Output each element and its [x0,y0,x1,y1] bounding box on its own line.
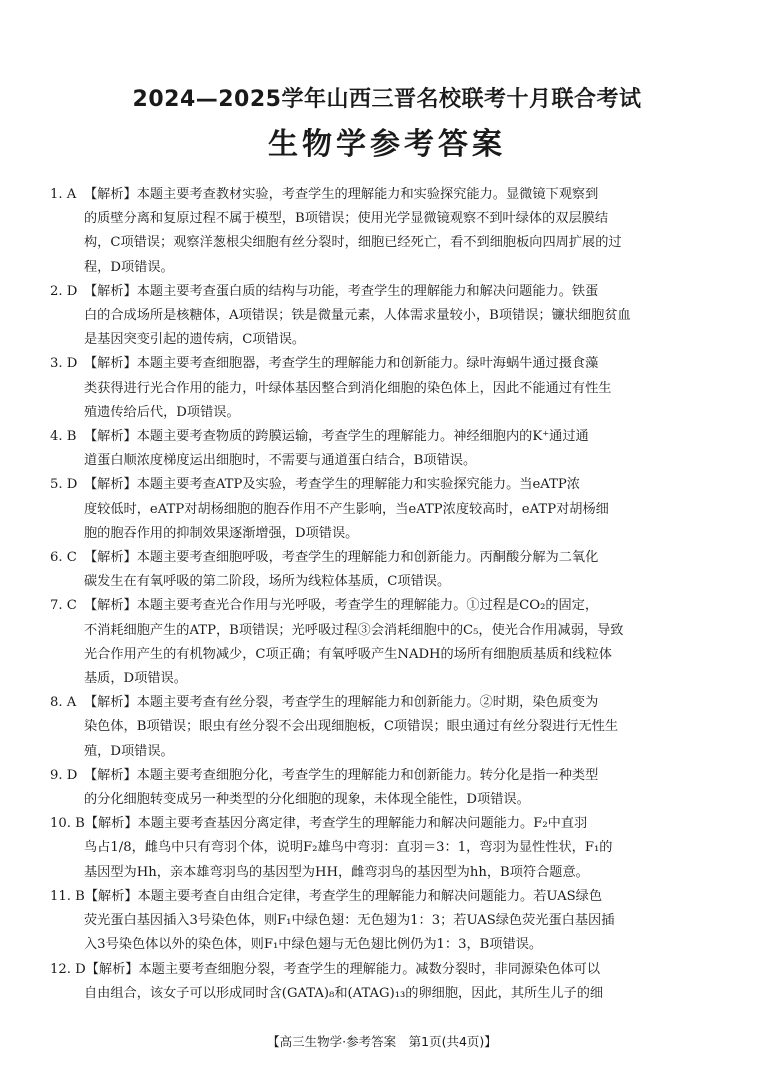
answer-text: 【解析】本题主要考查细胞呼吸，考查学生的理解能力和创新能力。丙酮酸分解为二氧化 [84,550,599,566]
answer-line [50,691,724,715]
answer-text: 【解析】本题主要考查有丝分裂，考查学生的理解能力和创新能力。②时期，染色质变为 [84,695,599,711]
answer-item [50,885,724,958]
answer-line [50,740,724,764]
answer-line [50,256,724,280]
document-title: 生物学参考答案 [268,127,506,162]
answer-text: 基因型为Hh，亲本雄弯羽鸟的基因型为HH，雌弯羽鸟的基因型为hh，B项符合题意。 [84,864,589,880]
answer-text: 【解析】本题主要考查光合作用与光呼吸，考查学生的理解能力。①过程是CO₂的固定， [84,598,599,614]
answer-text: 【解析】本题主要考查细胞分裂，考查学生的理解能力。减数分裂时，非同源染色体可以 [85,961,601,977]
answer-text: 碳发生在有氧呼吸的第二阶段，场所为线粒体基质，C项错误。 [84,574,451,590]
answer-item [50,546,724,594]
answer-line [50,280,724,304]
answer-number: 5. D [50,477,78,493]
answer-line [50,861,724,885]
answer-item [50,425,724,473]
answer-text: 自由组合，该女子可以形成同时含(GATA)₈和(ATAG)₁₃的卵细胞，因此，其所生儿子的细 [84,985,604,1001]
answer-line [50,788,724,812]
answer-text: 【解析】本题主要考查自由组合定律，考查学生的理解能力和解决问题能力。若UAS绿色 [84,888,603,904]
answer-text: 【解析】本题主要考查教材实验，考查学生的理解能力和实验探究能力。显微镜下观察到 [84,187,599,202]
answer-text: 殖遗传给后代，D项错误。 [84,404,240,420]
answer-number: 6. C [50,550,77,566]
answer-line [50,231,724,255]
answer-text: 的质壁分离和复原过程不属于模型，B项错误；使用光学显微镜观察不到叶绿体的双层膜结 [84,211,608,227]
answer-line [50,619,724,643]
answer-text: 荧光蛋白基因插入3号染色体，则F₁中绿色翅：无色翅为1：3；若UAS绿色荧光蛋白基因插 [84,913,615,929]
answer-line [50,667,724,691]
answer-item [50,352,724,425]
answer-item [50,691,724,764]
answer-text: 【解析】本题主要考查细胞分化，考查学生的理解能力和创新能力。转分化是指一种类型 [84,767,599,783]
answer-text: 构，C项错误；观察洋葱根尖细胞有丝分裂时，细胞已经死亡，看不到细胞板向四周扩展的过 [84,235,622,251]
answer-line [50,401,724,425]
answer-text: 胞的胞吞作用的抑制效果逐渐增强，D项错误。 [84,525,359,541]
answer-line [50,909,724,933]
answer-line [50,812,724,836]
answer-item [50,594,724,691]
answer-item [50,812,724,885]
answer-number: 9. D [50,767,78,783]
answer-item [50,183,724,280]
answer-line [50,449,724,473]
answer-line [50,643,724,667]
answer-number: 4. B [50,429,77,445]
answer-line [50,328,724,352]
answer-line [50,183,724,207]
answer-line [50,933,724,957]
answer-line [50,546,724,570]
answer-text: 度较低时，eATP对胡杨细胞的胞吞作用不产生影响，当eATP浓度较高时，eATP对胡杨细 [84,501,609,517]
answer-text: 道蛋白顺浓度梯度运出细胞时，不需要与通道蛋白结合，B项错误。 [84,453,477,469]
answer-text: 是基因突变引起的遗传病，C项错误。 [84,332,306,348]
answer-line [50,304,724,328]
answer-line [50,715,724,739]
answer-text: 不消耗细胞产生的ATP，B项错误；光呼吸过程③会消耗细胞中的C₅，使光合作用减弱，导致 [84,622,624,638]
page-footer: 【高三生物学·参考答案 第1页(共4页)】 [267,1034,497,1049]
answer-item [50,280,724,353]
answer-line [50,570,724,594]
answer-line [50,498,724,522]
answer-number: 12. D [50,961,86,977]
answer-item [50,473,724,546]
answer-text: 【解析】本题主要考查蛋白质的结构与功能，考查学生的理解能力和解决问题能力。铁蛋 [84,283,599,299]
answer-text: 【解析】本题主要考查细胞器，考查学生的理解能力和创新能力。绿叶海蜗牛通过摄食藻 [84,356,599,372]
answer-line [50,377,724,401]
answer-line [50,425,724,449]
answer-number: 2. D [50,283,78,299]
answer-number: 3. D [50,356,78,372]
answer-text: 染色体，B项错误；眼虫有丝分裂不会出现细胞板，C项错误；眼虫通过有丝分裂进行无性生 [84,719,619,735]
answer-text: 鸟占1/8，雌鸟中只有弯羽个体，说明F₂雄鸟中弯羽：直羽＝3：1，弯羽为显性性状，F₁的 [84,840,613,856]
answer-line [50,473,724,497]
answer-number: 1. A [50,187,77,202]
answer-list [50,183,724,1006]
answer-text: 类获得进行光合作用的能力，叶绿体基因整合到消化细胞的染色体上，因此不能通过有性生 [84,380,612,396]
answer-line [50,982,724,1006]
answer-line [50,522,724,546]
answer-text: 的分化细胞转变成另一种类型的分化细胞的现象，未体现全能性，D项错误。 [84,792,530,808]
answer-line [50,836,724,860]
answer-line [50,594,724,618]
answer-text: 【解析】本题主要考查基因分离定律，考查学生的理解能力和解决问题能力。F₂中直羽 [84,816,588,832]
answer-text: 光合作用产生的有机物减少，C项正确；有氧呼吸产生NADH的场所有细胞质基质和线粒体 [84,646,612,662]
answer-text: 【解析】本题主要考查物质的跨膜运输，考查学生的理解能力。神经细胞内的K⁺通过通 [84,429,589,445]
answer-number: 8. A [50,695,77,711]
answer-line [50,885,724,909]
answer-line [50,958,724,982]
answer-line [50,207,724,231]
answer-line [50,764,724,788]
answer-number: 11. B [50,888,85,904]
answer-item [50,958,724,1006]
answer-number: 10. B [50,816,85,832]
answer-line [50,352,724,376]
answer-text: 基质，D项错误。 [84,671,187,687]
answer-text: 【解析】本题主要考查ATP及实验，考查学生的理解能力和实验探究能力。当eATP浓 [84,477,580,493]
answer-text: 白的合成场所是核糖体，A项错误；铁是微量元素，人体需求量较小，B项错误；镰状细胞贫血 [84,308,631,324]
answer-number: 7. C [50,598,77,614]
answer-text: 殖，D项错误。 [84,743,174,759]
exam-title: 2024—2025学年山西三晋名校联考十月联合考试 [132,87,642,112]
answer-text: 程，D项错误。 [84,259,174,275]
answer-text: 入3号染色体以外的染色体，则F₁中绿色翅与无色翅比例仍为1：3，B项错误。 [84,937,543,953]
answer-item [50,764,724,812]
